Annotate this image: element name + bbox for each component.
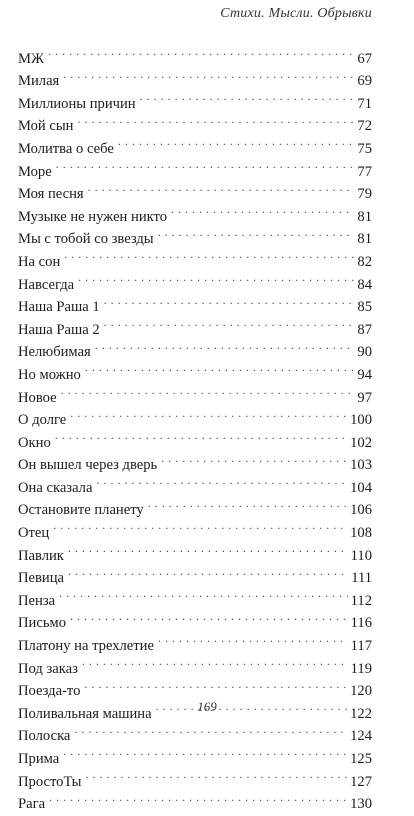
toc-entry-title: Остановите планету <box>18 502 144 519</box>
toc-entry-page: 67 <box>357 50 372 67</box>
toc-entry-page: 81 <box>357 231 372 248</box>
toc-entry-title: Но можно <box>18 366 81 383</box>
toc-entry-title: Поливальная машина <box>18 705 152 722</box>
toc-entry-title: Моя песня <box>18 186 84 203</box>
toc-entry-page: 119 <box>350 660 372 677</box>
dot-leader <box>156 221 355 244</box>
dot-leader <box>57 582 348 605</box>
toc-entry-page: 90 <box>357 344 372 361</box>
toc-entry-title: Мы с тобой со звезды <box>18 231 154 248</box>
dot-leader <box>102 311 355 334</box>
dot-leader <box>82 673 347 696</box>
toc-entry <box>18 605 372 632</box>
toc-entry-page: 94 <box>357 366 372 383</box>
dot-leader <box>76 266 354 289</box>
dot-leader <box>68 605 348 628</box>
toc-entry-page: 81 <box>357 208 372 225</box>
toc-entry <box>18 447 372 474</box>
toc-entry-title: Под заказ <box>18 660 78 677</box>
dot-leader <box>83 763 347 786</box>
dot-leader <box>72 718 347 741</box>
dot-leader <box>61 740 347 763</box>
dot-leader <box>146 492 347 515</box>
toc-entry-page: 127 <box>350 773 372 790</box>
dot-leader <box>62 243 354 266</box>
toc-entry-page: 130 <box>350 796 372 813</box>
toc-entry <box>18 176 372 203</box>
dot-leader <box>138 85 355 108</box>
toc-entry-title: ПростоТы <box>18 773 82 790</box>
toc-entry-title: Она сказала <box>18 479 93 496</box>
toc-entry-page: 106 <box>350 502 372 519</box>
toc-entry-page: 100 <box>350 412 372 429</box>
toc-entry <box>18 153 372 180</box>
dot-leader <box>61 63 354 86</box>
toc-entry-title: Музыке не нужен никто <box>18 208 168 225</box>
dot-leader <box>66 560 348 583</box>
toc-entry-page: 104 <box>350 479 372 496</box>
toc-entry <box>18 243 372 270</box>
toc-entry-page: 77 <box>357 163 372 180</box>
toc-entry-title: Окно <box>18 434 51 451</box>
toc-entry-title: Мой сын <box>18 118 74 135</box>
dot-leader <box>86 176 355 199</box>
toc-entry-page: 108 <box>350 525 372 542</box>
toc-entry-page: 82 <box>357 253 372 270</box>
toc-entry-title: Наша Раша 1 <box>18 299 100 316</box>
dot-leader <box>59 379 355 402</box>
toc-entry-page: 110 <box>350 547 372 564</box>
toc-entry-page: 122 <box>350 705 372 722</box>
toc-entry-page: 117 <box>350 638 372 655</box>
toc-entry <box>18 740 372 767</box>
toc-entry-title: Отец <box>18 525 50 542</box>
toc-entry-title: Пенза <box>18 592 56 609</box>
toc-entry-title: Полоска <box>18 728 71 745</box>
toc-entry-page: 97 <box>357 389 372 406</box>
dot-leader <box>47 786 347 809</box>
table-of-contents <box>18 40 372 813</box>
toc-entry-title: Поезда-то <box>18 683 81 700</box>
page-number: 169 <box>197 699 217 714</box>
toc-entry-title: Нелюбимая <box>18 344 91 361</box>
toc-entry <box>18 402 372 429</box>
toc-entry <box>18 85 372 112</box>
toc-entry-title: Наша Раша 2 <box>18 321 100 338</box>
toc-entry-page: 87 <box>357 321 372 338</box>
toc-entry <box>18 582 372 609</box>
toc-entry <box>18 763 372 790</box>
toc-entry-title: Павлик <box>18 547 64 564</box>
dot-leader <box>93 334 355 357</box>
toc-entry-title: МЖ <box>18 50 45 67</box>
toc-entry-title: Навсегда <box>18 276 75 293</box>
dot-leader <box>80 650 348 673</box>
dot-leader <box>51 514 347 537</box>
dot-leader <box>83 356 355 379</box>
dot-leader <box>102 289 355 312</box>
toc-entry <box>18 514 372 542</box>
toc-entry-title: Миллионы причин <box>18 95 136 112</box>
toc-entry-title: Он вышел через дверь <box>18 457 158 474</box>
toc-entry-page: 84 <box>357 276 372 293</box>
toc-entry-title: Рага <box>18 796 46 813</box>
dot-leader <box>94 469 347 492</box>
toc-entry <box>18 266 372 293</box>
dot-leader <box>156 627 348 650</box>
toc-entry-page: 111 <box>351 570 372 587</box>
dot-leader <box>46 40 354 63</box>
dot-leader <box>53 424 347 447</box>
toc-entry-page: 124 <box>350 728 372 745</box>
running-head: Стихи. Мысли. Обрывки <box>220 6 372 21</box>
toc-entry-title: Платону на трехлетие <box>18 638 154 655</box>
toc-entry-page: 85 <box>357 299 372 316</box>
toc-entry <box>18 40 372 67</box>
toc-entry-title: Милая <box>18 73 60 90</box>
toc-entry-title: На сон <box>18 253 61 270</box>
dot-leader <box>68 402 347 425</box>
dot-leader <box>54 153 355 176</box>
toc-entry <box>18 63 372 90</box>
toc-entry <box>18 560 372 587</box>
toc-entry <box>18 786 372 813</box>
toc-entry-page: 103 <box>350 457 372 474</box>
toc-entry-page: 72 <box>357 118 372 135</box>
dot-leader <box>169 198 354 221</box>
toc-entry <box>18 424 372 451</box>
toc-entry <box>18 379 372 406</box>
toc-entry-page: 116 <box>350 615 372 632</box>
toc-entry-title: Новое <box>18 389 57 406</box>
dot-leader <box>116 130 355 153</box>
toc-entry-title: Письмо <box>18 615 67 632</box>
toc-entry-title: Прима <box>18 751 60 767</box>
toc-entry-page: 120 <box>350 683 372 700</box>
dot-leader <box>159 447 347 470</box>
toc-entry-title: О долге <box>18 412 67 429</box>
toc-entry-title: Певица <box>18 570 65 587</box>
dot-leader <box>75 108 354 131</box>
toc-entry <box>18 537 372 564</box>
toc-entry-page: 125 <box>350 751 372 767</box>
toc-entry-title: Молитва о себе <box>18 140 114 157</box>
toc-entry-page: 112 <box>350 592 372 609</box>
toc-entry-page: 69 <box>357 73 372 90</box>
toc-entry-page: 71 <box>357 95 372 112</box>
dot-leader <box>66 537 348 560</box>
toc-entry <box>18 627 372 655</box>
toc-entry-page: 102 <box>350 434 372 451</box>
toc-entry-title: Море <box>18 163 52 180</box>
toc-entry-page: 75 <box>357 140 372 157</box>
toc-entry-page: 79 <box>357 186 372 203</box>
